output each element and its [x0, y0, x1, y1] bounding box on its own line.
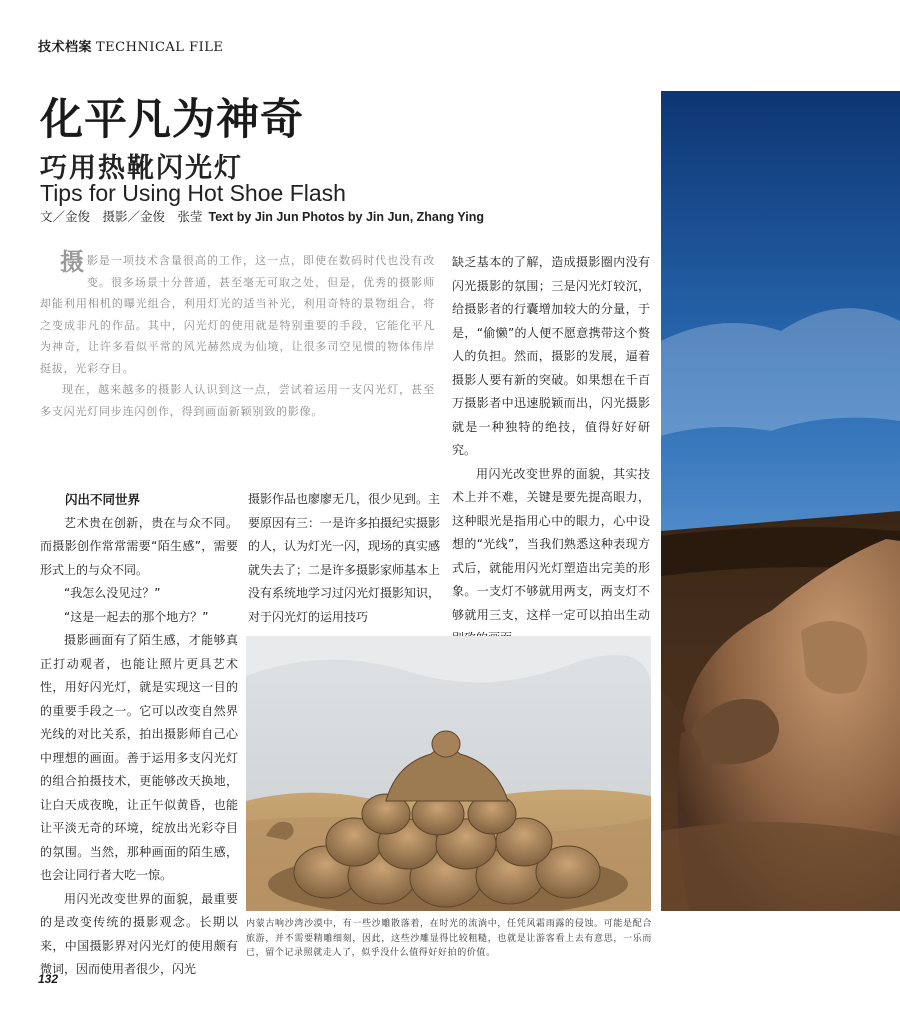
- article-subtitle: 巧用热靴闪光灯: [40, 153, 243, 184]
- sand-sculpture-buddha-photo: [246, 636, 651, 911]
- body-paragraph: 用闪光改变世界的面貌，其实技术上并不难，关键是要先提高眼力，这种眼光是指用心中的眼力，心中设想的“光线”，当我们熟悉这种表现方式后，就能用闪光灯塑造出完美的形象。一支灯不够就用两支，两支灯不够就用三支，这样一定可以拍出生动: [452, 466, 650, 622]
- photo-illustration: [661, 91, 900, 911]
- intro-paragraph: 现在，越来越多的摄影人认识到这一点，尝试着运用一支闪光灯，甚至多支闪光灯同步连闪创作，得到画面新颖别致的影像。: [40, 383, 435, 418]
- body-column-1: [40, 488, 238, 982]
- article-title: 化平凡为神奇: [40, 95, 304, 145]
- photo-caption: 内蒙古响沙湾沙漠中，有一些沙雕散落着，在时光的流淌中，任凭风霜雨露的侵蚀。可能是配合旅游，并不需要精雕细刻，因此，这些沙雕显得比较粗糙，也就是让游客看上去有意思，一乐而已，留个记录照就走人了，似乎没什么值得好好拍的价值。: [246, 919, 652, 958]
- photo-illustration: [246, 636, 651, 911]
- intro-block: [40, 250, 435, 422]
- body-paragraph: 用闪光改变世界的面貌，最重要的是改变传统的摄影观念。长期以来，中国摄影界对闪光灯的使用颇有微词，因而使用者很少，闪光: [40, 891, 238, 976]
- section-tag: [38, 36, 223, 55]
- credits: [40, 207, 484, 225]
- desert-sand-sculpture-photo: [661, 91, 900, 911]
- article-english-title: Tips for Using Hot Shoe Flash: [40, 180, 346, 206]
- drop-cap: 摄: [60, 248, 85, 276]
- body-column-2: [248, 488, 440, 629]
- page-number: 132: [38, 972, 59, 986]
- body-paragraph: 缺乏基本的了解，造成摄影圈内没有闪光摄影的氛围；三是闪光灯较沉，给摄影者的行囊增加较大的分量，于是，“偷懒”的人便不愿意携带这个赘人的负担。然而，摄影的发展，逼着摄影人要有新的突破。如果想在千百万摄影者中迅速脱颖而出，闪光摄影就是一种独特的绝技，值得好好研究。: [452, 255, 650, 457]
- body-paragraph: “这是一起去的那个地方？”: [64, 609, 209, 624]
- section-heading: 闪出不同世界: [65, 492, 141, 507]
- intro-paragraph: 摄影是一项技术含量很高的工作，这一点，即使在数码时代也没有改变。很多场景十分普通，甚至毫无可取之处，但是，优秀的摄影师却能利用相机的曝光组合，利用灯光的适当补光，利用奇特的景物组合，将之变成非凡的作品。其中，闪光灯的使用就是特别重要的手段，它能化平凡为神奇，让许多看似平常的风光赫然成为仙境，让很多司空见惯的物体伟岸挺拔，光彩夺目。: [40, 248, 435, 375]
- body-paragraph: 摄影作品也廖廖无几，很少见到。主要原因有三：一是许多拍摄纪实摄影的人，认为灯光一闪，现场的真实感就失去了；二是许多摄影家师基本上没有系统地学习过闪光灯摄影知识，对于闪光灯的运用技巧: [248, 492, 441, 624]
- body-column-3: [452, 251, 650, 651]
- credits-cn: 文／金俊 摄影／金俊 张莹: [40, 209, 203, 224]
- credits-en: Text by Jin Jun Photos by Jin Jun, Zhang Ying: [208, 210, 485, 224]
- section-tag-cn: 技术档案: [38, 40, 93, 55]
- body-paragraph: 艺术贵在创新，贵在与众不同。而摄影创作常常需要“陌生感”，需要形式上的与众不同。: [40, 515, 238, 577]
- section-tag-en: TECHNICAL FILE: [96, 40, 224, 55]
- body-paragraph: 摄影画面有了陌生感，才能够真正打动观者，也能让照片更具艺术性，用好闪光灯，就是实现这一目的的重要手段之一。它可以改变自然界光线的对比关系，拍出摄影师自己心中理想的画面。善于运用多支闪光灯的组合拍摄技术，更能够改天换地，让白天成夜晚，让正午似黄昏，也能让平淡无奇的环境，绽放出光彩夺目的氛围。当然，那种画面的陌生感，也会让同行者大吃一惊。: [40, 633, 238, 882]
- body-paragraph: “我怎么没见过？”: [64, 586, 161, 600]
